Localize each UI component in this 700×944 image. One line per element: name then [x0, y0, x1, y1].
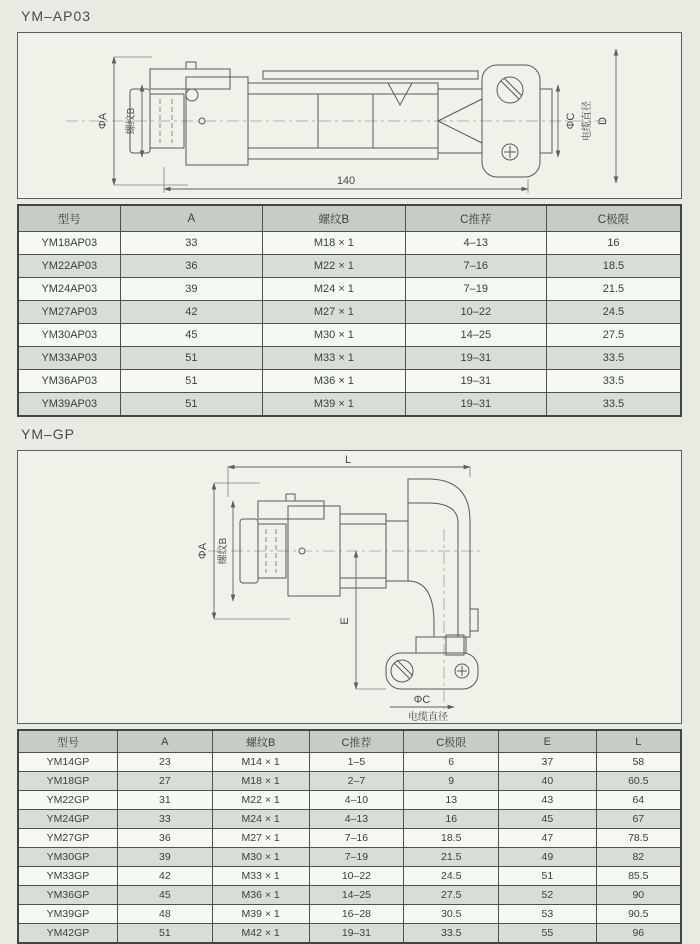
- table-cell: 58: [596, 753, 681, 772]
- table-cell: 27: [117, 772, 212, 791]
- dim-label-phi-c: ΦC: [565, 112, 577, 130]
- table-cell: 33.5: [546, 393, 681, 417]
- column-header: C极限: [404, 730, 499, 753]
- gp-spec-table: [17, 729, 682, 944]
- table-cell: M27 × 1: [212, 829, 309, 848]
- table-cell: YM42GP: [18, 924, 117, 944]
- table-cell: 51: [120, 347, 263, 370]
- gp-dimensions: [197, 454, 470, 723]
- table-cell: 52: [499, 886, 596, 905]
- table-cell: YM22AP03: [18, 255, 120, 278]
- table-cell: M30 × 1: [263, 324, 406, 347]
- table-cell: YM24GP: [18, 810, 117, 829]
- dim-label-thread-b: 螺纹B: [126, 107, 137, 135]
- table-cell: YM27GP: [18, 829, 117, 848]
- table-cell: M36 × 1: [212, 886, 309, 905]
- column-header: C推荐: [309, 730, 404, 753]
- table-cell: 51: [117, 924, 212, 944]
- table-cell: 43: [499, 791, 596, 810]
- table-header-row: [18, 730, 681, 753]
- table-cell: 42: [117, 867, 212, 886]
- table-cell: YM27AP03: [18, 301, 120, 324]
- dim-label-d: D: [597, 117, 609, 125]
- table-cell: 36: [120, 255, 263, 278]
- table-row: [18, 905, 681, 924]
- table-row: [18, 324, 681, 347]
- table-cell: 39: [117, 848, 212, 867]
- table-cell: M27 × 1: [263, 301, 406, 324]
- table-cell: 33.5: [546, 347, 681, 370]
- table-cell: 45: [117, 886, 212, 905]
- table-cell: 78.5: [596, 829, 681, 848]
- table-cell: 21.5: [404, 848, 499, 867]
- table-cell: 19–31: [309, 924, 404, 944]
- table-cell: M39 × 1: [212, 905, 309, 924]
- table-cell: YM36AP03: [18, 370, 120, 393]
- table-cell: 55: [499, 924, 596, 944]
- right-angle-connector-cross-section: [208, 479, 480, 719]
- table-cell: M42 × 1: [212, 924, 309, 944]
- table-cell: YM39GP: [18, 905, 117, 924]
- ap03-technical-drawing: [18, 33, 681, 198]
- table-cell: M30 × 1: [212, 848, 309, 867]
- table-cell: 51: [499, 867, 596, 886]
- table-cell: 23: [117, 753, 212, 772]
- table-cell: 7–16: [309, 829, 404, 848]
- table-cell: 33.5: [546, 370, 681, 393]
- table-cell: YM14GP: [18, 753, 117, 772]
- table-cell: 10–22: [309, 867, 404, 886]
- ap03-drawing-panel: [17, 32, 682, 199]
- column-header: 螺纹B: [263, 205, 406, 232]
- table-row: [18, 278, 681, 301]
- column-header: 型号: [18, 205, 120, 232]
- table-cell: 14–25: [309, 886, 404, 905]
- table-cell: YM18AP03: [18, 232, 120, 255]
- table-cell: 18.5: [546, 255, 681, 278]
- dim-label-overall-length: 140: [336, 175, 356, 187]
- table-cell: 45: [120, 324, 263, 347]
- table-cell: M14 × 1: [212, 753, 309, 772]
- table-cell: 7–19: [309, 848, 404, 867]
- gp-drawing-panel: [17, 450, 682, 724]
- table-cell: M18 × 1: [212, 772, 309, 791]
- table-cell: 51: [120, 393, 263, 417]
- table-cell: M22 × 1: [212, 791, 309, 810]
- table-cell: 90.5: [596, 905, 681, 924]
- table-cell: 49: [499, 848, 596, 867]
- table-cell: 16–28: [309, 905, 404, 924]
- table-cell: 30.5: [404, 905, 499, 924]
- table-cell: YM33GP: [18, 867, 117, 886]
- table-cell: 33.5: [404, 924, 499, 944]
- table-row: [18, 370, 681, 393]
- table-cell: 27.5: [404, 886, 499, 905]
- table-cell: 60.5: [596, 772, 681, 791]
- column-header: E: [499, 730, 596, 753]
- table-cell: 1–5: [309, 753, 404, 772]
- dim-label-thread-b: 螺纹B: [218, 537, 229, 565]
- table-cell: 24.5: [546, 301, 681, 324]
- table-cell: 7–16: [405, 255, 546, 278]
- table-cell: 4–13: [405, 232, 546, 255]
- table-cell: 19–31: [405, 393, 546, 417]
- table-cell: 82: [596, 848, 681, 867]
- table-row: [18, 232, 681, 255]
- section1-title: YM–AP03: [21, 8, 92, 24]
- table-cell: 96: [596, 924, 681, 944]
- table-cell: 16: [546, 232, 681, 255]
- table-cell: 13: [404, 791, 499, 810]
- table-cell: 7–19: [405, 278, 546, 301]
- table-cell: 42: [120, 301, 263, 324]
- table-cell: 37: [499, 753, 596, 772]
- table-row: [18, 301, 681, 324]
- table-cell: YM30AP03: [18, 324, 120, 347]
- table-cell: 27.5: [546, 324, 681, 347]
- table-cell: M33 × 1: [212, 867, 309, 886]
- table-cell: 4–10: [309, 791, 404, 810]
- table-cell: YM24AP03: [18, 278, 120, 301]
- column-header: A: [117, 730, 212, 753]
- table-cell: 16: [404, 810, 499, 829]
- table-cell: M36 × 1: [263, 370, 406, 393]
- table-row: [18, 347, 681, 370]
- table-cell: M22 × 1: [263, 255, 406, 278]
- table-cell: 47: [499, 829, 596, 848]
- table-cell: 33: [117, 810, 212, 829]
- table-cell: 9: [404, 772, 499, 791]
- table-row: [18, 829, 681, 848]
- column-header: L: [596, 730, 681, 753]
- straight-connector-cross-section: [66, 62, 610, 177]
- table-cell: M24 × 1: [263, 278, 406, 301]
- table-cell: 36: [117, 829, 212, 848]
- dim-label-cable-diameter: 电缆直径: [408, 712, 448, 723]
- table-cell: M39 × 1: [263, 393, 406, 417]
- table-cell: 40: [499, 772, 596, 791]
- table-cell: 39: [120, 278, 263, 301]
- table-cell: 51: [120, 370, 263, 393]
- table-cell: 67: [596, 810, 681, 829]
- table-row: [18, 924, 681, 944]
- dim-label-phi-a: ΦA: [97, 112, 109, 130]
- table-cell: 24.5: [404, 867, 499, 886]
- table-cell: YM39AP03: [18, 393, 120, 417]
- table-cell: 85.5: [596, 867, 681, 886]
- table-cell: YM30GP: [18, 848, 117, 867]
- table-cell: M18 × 1: [263, 232, 406, 255]
- table-cell: 45: [499, 810, 596, 829]
- table-cell: YM36GP: [18, 886, 117, 905]
- table-cell: YM33AP03: [18, 347, 120, 370]
- table-cell: M24 × 1: [212, 810, 309, 829]
- column-header: 螺纹B: [212, 730, 309, 753]
- table-cell: YM22GP: [18, 791, 117, 810]
- dim-label-phi-a: ΦA: [197, 542, 209, 560]
- column-header: C推荐: [405, 205, 546, 232]
- table-row: [18, 848, 681, 867]
- column-header: 型号: [18, 730, 117, 753]
- dim-label-phi-c: ΦC: [413, 694, 431, 706]
- table-cell: 33: [120, 232, 263, 255]
- table-cell: M33 × 1: [263, 347, 406, 370]
- table-cell: 18.5: [404, 829, 499, 848]
- table-row: [18, 753, 681, 772]
- dim-label-cable-diameter: 电缆直径: [582, 101, 593, 141]
- ap03-spec-table: [17, 204, 682, 417]
- table-cell: YM18GP: [18, 772, 117, 791]
- column-header: C极限: [546, 205, 681, 232]
- section2-title: YM–GP: [21, 426, 76, 442]
- table-cell: 31: [117, 791, 212, 810]
- table-cell: 14–25: [405, 324, 546, 347]
- table-row: [18, 886, 681, 905]
- table-cell: 19–31: [405, 347, 546, 370]
- table-row: [18, 393, 681, 417]
- table-cell: 53: [499, 905, 596, 924]
- table-row: [18, 791, 681, 810]
- table-cell: 2–7: [309, 772, 404, 791]
- table-cell: 6: [404, 753, 499, 772]
- dim-label-l: L: [344, 454, 352, 466]
- table-cell: 21.5: [546, 278, 681, 301]
- table-header-row: [18, 205, 681, 232]
- gp-technical-drawing: [18, 451, 681, 723]
- dim-label-e: E: [339, 617, 351, 625]
- table-cell: 90: [596, 886, 681, 905]
- table-row: [18, 867, 681, 886]
- column-header: A: [120, 205, 263, 232]
- table-cell: 19–31: [405, 370, 546, 393]
- table-cell: 64: [596, 791, 681, 810]
- table-cell: 10–22: [405, 301, 546, 324]
- table-cell: 4–13: [309, 810, 404, 829]
- table-row: [18, 810, 681, 829]
- table-cell: 48: [117, 905, 212, 924]
- table-row: [18, 772, 681, 791]
- table-row: [18, 255, 681, 278]
